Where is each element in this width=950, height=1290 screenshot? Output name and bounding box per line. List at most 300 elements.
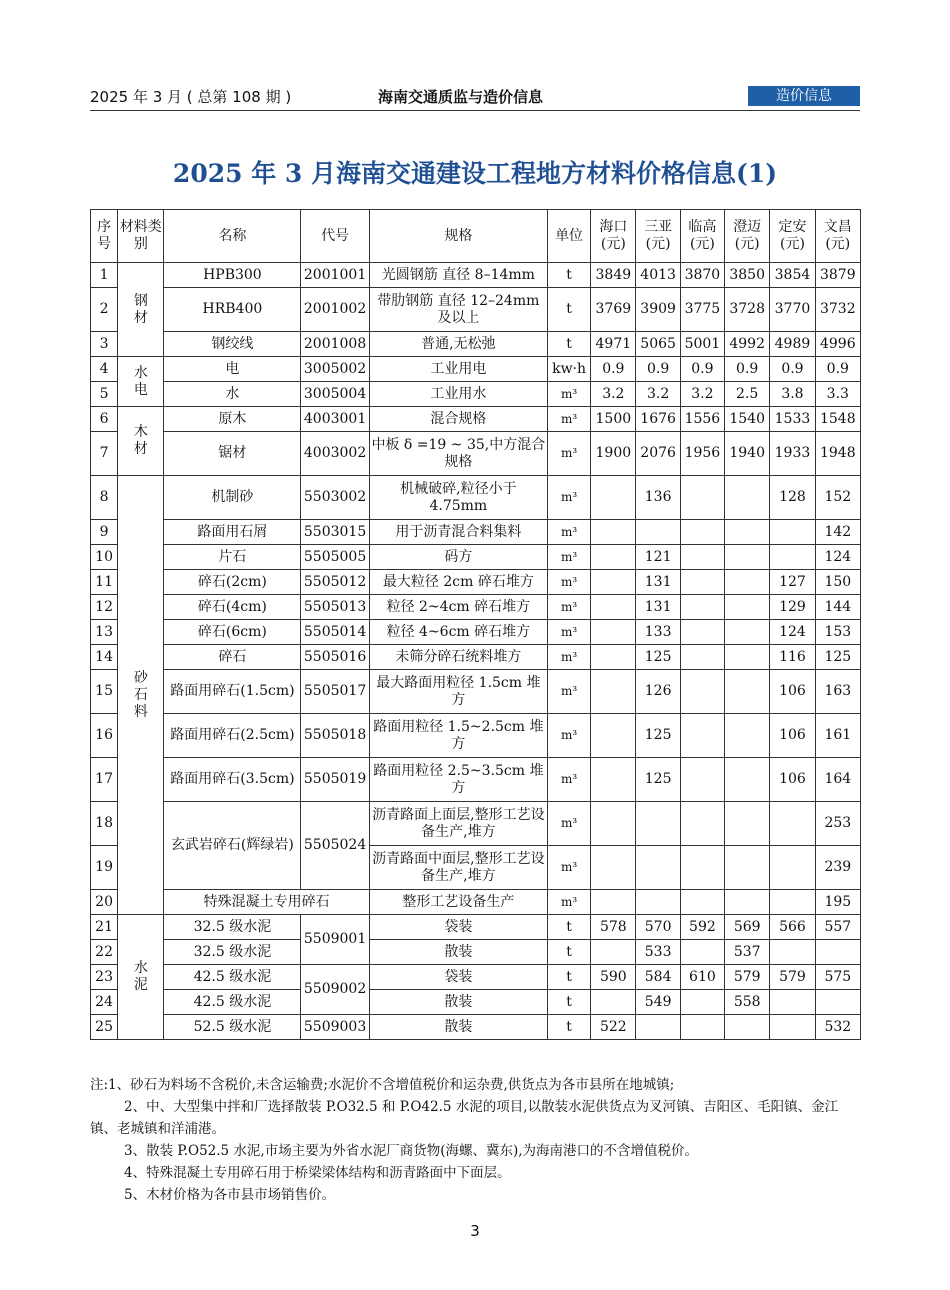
price-cell [591, 476, 636, 520]
price-cell: 4971 [591, 332, 636, 357]
material-code: 5505018 [301, 714, 369, 758]
material-unit: m³ [547, 570, 590, 595]
price-cell: 116 [770, 645, 815, 670]
page-number: 3 [470, 1222, 480, 1240]
material-spec: 路面用粒径 2.5~3.5cm 堆方 [369, 758, 547, 802]
footnote: 2、中、大型集中拌和厂选择散装 P.O32.5 和 P.O42.5 水泥的项目,以散装水泥供货点为叉河镇、吉阳区、毛阳镇、金江镇、老城镇和洋浦港。 [90, 1099, 839, 1137]
price-cell: 142 [815, 520, 860, 545]
price-cell: 584 [636, 965, 680, 990]
row-number: 2 [91, 288, 118, 332]
material-unit: t [547, 332, 590, 357]
material-name: 42.5 级水泥 [164, 990, 301, 1015]
price-cell [591, 545, 636, 570]
material-name: 32.5 级水泥 [164, 940, 301, 965]
price-cell: 3909 [636, 288, 680, 332]
price-cell: 195 [815, 890, 860, 915]
table-row [91, 570, 861, 595]
price-cell [680, 1015, 724, 1040]
material-unit: t [547, 915, 590, 940]
col-code: 代号 [301, 210, 369, 263]
price-table [90, 209, 861, 1040]
price-cell: 3770 [770, 288, 815, 332]
material-name: HRB400 [164, 288, 301, 332]
price-cell [770, 846, 815, 890]
material-spec: 最大粒径 2cm 碎石堆方 [369, 570, 547, 595]
price-cell: 1556 [680, 407, 724, 432]
material-name: 水 [164, 382, 301, 407]
material-code: 5505013 [301, 595, 369, 620]
price-cell: 558 [725, 990, 770, 1015]
price-cell [725, 846, 770, 890]
price-cell: 3850 [725, 263, 770, 288]
price-cell: 144 [815, 595, 860, 620]
table-row [91, 965, 861, 990]
price-cell: 4992 [725, 332, 770, 357]
price-cell: 579 [725, 965, 770, 990]
price-cell: 575 [815, 965, 860, 990]
price-cell: 533 [636, 940, 680, 965]
material-spec: 沥青路面中面层,整形工艺设备生产,堆方 [369, 846, 547, 890]
material-code: 5505017 [301, 670, 369, 714]
material-code: 5503015 [301, 520, 369, 545]
material-spec: 沥青路面上面层,整形工艺设备生产,堆方 [369, 802, 547, 846]
price-cell: 4996 [815, 332, 860, 357]
material-code: 4003002 [301, 432, 369, 476]
material-name: 玄武岩碎石(辉绿岩) [164, 802, 301, 890]
price-cell: 610 [680, 965, 724, 990]
table-row [91, 940, 861, 965]
material-code: 5505019 [301, 758, 369, 802]
price-cell: 592 [680, 915, 724, 940]
price-cell: 3879 [815, 263, 860, 288]
price-cell: 106 [770, 714, 815, 758]
table-row [91, 890, 861, 915]
row-number: 15 [91, 670, 118, 714]
price-cell: 537 [725, 940, 770, 965]
material-spec: 整形工艺设备生产 [369, 890, 547, 915]
col-city: 三亚(元) [636, 210, 680, 263]
table-row [91, 758, 861, 802]
price-cell: 1940 [725, 432, 770, 476]
price-cell [725, 520, 770, 545]
table-row [91, 670, 861, 714]
row-number: 7 [91, 432, 118, 476]
price-cell [680, 520, 724, 545]
price-cell: 532 [815, 1015, 860, 1040]
price-cell: 3854 [770, 263, 815, 288]
table-row [91, 915, 861, 940]
category-cell: 水泥 [118, 915, 164, 1040]
row-number: 12 [91, 595, 118, 620]
row-number: 13 [91, 620, 118, 645]
price-cell [725, 595, 770, 620]
material-name: 电 [164, 357, 301, 382]
price-cell [725, 670, 770, 714]
material-spec: 散装 [369, 990, 547, 1015]
price-cell: 1533 [770, 407, 815, 432]
col-city: 定安(元) [770, 210, 815, 263]
material-unit: m³ [547, 520, 590, 545]
price-cell: 121 [636, 545, 680, 570]
price-cell: 3870 [680, 263, 724, 288]
footnote: 3、散装 P.O52.5 水泥,市场主要为外省水泥厂商货物(海螺、冀东),为海南港口的不含增值税价。 [124, 1143, 699, 1159]
material-spec: 路面用粒径 1.5~2.5cm 堆方 [369, 714, 547, 758]
price-cell [725, 645, 770, 670]
table-row [91, 595, 861, 620]
price-cell: 3.2 [591, 382, 636, 407]
price-cell: 136 [636, 476, 680, 520]
price-cell [680, 846, 724, 890]
price-cell: 125 [636, 758, 680, 802]
price-cell: 131 [636, 570, 680, 595]
price-cell [725, 890, 770, 915]
price-cell: 569 [725, 915, 770, 940]
price-cell: 5001 [680, 332, 724, 357]
page-header [90, 86, 860, 108]
table-row [91, 714, 861, 758]
material-code: 5503002 [301, 476, 369, 520]
material-unit: t [547, 940, 590, 965]
footnote: 4、特殊混凝土专用碎石用于桥梁梁体结构和沥青路面中下面层。 [124, 1165, 511, 1181]
material-unit: kw·h [547, 357, 590, 382]
price-cell [815, 990, 860, 1015]
price-cell: 566 [770, 915, 815, 940]
material-name: 52.5 级水泥 [164, 1015, 301, 1040]
material-unit: m³ [547, 670, 590, 714]
price-cell: 3.2 [636, 382, 680, 407]
price-cell: 4013 [636, 263, 680, 288]
price-cell: 2.5 [725, 382, 770, 407]
price-cell: 549 [636, 990, 680, 1015]
material-name: 碎石 [164, 645, 301, 670]
price-cell: 3769 [591, 288, 636, 332]
material-spec: 粒径 2~4cm 碎石堆方 [369, 595, 547, 620]
col-seq: 序号 [91, 210, 118, 263]
price-cell: 163 [815, 670, 860, 714]
price-cell: 0.9 [770, 357, 815, 382]
price-cell [680, 476, 724, 520]
price-cell: 2076 [636, 432, 680, 476]
price-cell [591, 645, 636, 670]
price-cell: 106 [770, 670, 815, 714]
price-cell [680, 570, 724, 595]
material-unit: t [547, 965, 590, 990]
table-row [91, 520, 861, 545]
price-cell [680, 940, 724, 965]
price-cell [680, 990, 724, 1015]
price-cell [770, 1015, 815, 1040]
material-spec: 光圆钢筋 直径 8–14mm [369, 263, 547, 288]
material-unit: m³ [547, 407, 590, 432]
price-cell: 1500 [591, 407, 636, 432]
material-unit: m³ [547, 620, 590, 645]
material-spec: 混合规格 [369, 407, 547, 432]
price-cell: 124 [770, 620, 815, 645]
material-spec: 工业用电 [369, 357, 547, 382]
price-cell: 578 [591, 915, 636, 940]
price-cell [770, 940, 815, 965]
material-spec: 粒径 4~6cm 碎石堆方 [369, 620, 547, 645]
price-cell: 0.9 [591, 357, 636, 382]
col-city: 澄迈(元) [725, 210, 770, 263]
price-cell: 124 [815, 545, 860, 570]
price-cell: 1540 [725, 407, 770, 432]
price-cell: 1900 [591, 432, 636, 476]
material-spec: 袋装 [369, 915, 547, 940]
row-number: 18 [91, 802, 118, 846]
row-number: 16 [91, 714, 118, 758]
material-spec: 袋装 [369, 965, 547, 990]
material-unit: t [547, 288, 590, 332]
price-cell: 129 [770, 595, 815, 620]
table-row [91, 357, 861, 382]
price-cell [636, 802, 680, 846]
material-unit: m³ [547, 645, 590, 670]
price-cell [636, 1015, 680, 1040]
material-name: 碎石(6cm) [164, 620, 301, 645]
price-cell [725, 758, 770, 802]
row-number: 25 [91, 1015, 118, 1040]
price-cell: 3732 [815, 288, 860, 332]
price-cell [680, 620, 724, 645]
table-row [91, 476, 861, 520]
price-cell: 1933 [770, 432, 815, 476]
col-city: 临高(元) [680, 210, 724, 263]
material-code: 5505005 [301, 545, 369, 570]
material-name: 钢绞线 [164, 332, 301, 357]
material-spec: 散装 [369, 1015, 547, 1040]
material-code: 2001008 [301, 332, 369, 357]
row-number: 5 [91, 382, 118, 407]
price-cell [770, 545, 815, 570]
material-spec: 普通,无松弛 [369, 332, 547, 357]
material-code: 2001001 [301, 263, 369, 288]
price-cell: 3.2 [680, 382, 724, 407]
row-number: 6 [91, 407, 118, 432]
issue-label: 2025 年 3 月 ( 总第 108 期 ) [90, 88, 292, 106]
col-name: 名称 [164, 210, 301, 263]
price-cell [680, 714, 724, 758]
table-row [91, 432, 861, 476]
material-code: 4003001 [301, 407, 369, 432]
material-unit: m³ [547, 714, 590, 758]
price-cell [680, 890, 724, 915]
material-spec: 带肋钢筋 直径 12–24mm 及以上 [369, 288, 547, 332]
price-cell [591, 670, 636, 714]
price-cell [725, 802, 770, 846]
price-cell [591, 595, 636, 620]
category-cell: 砂石料 [118, 476, 164, 915]
price-cell [725, 620, 770, 645]
price-cell: 570 [636, 915, 680, 940]
material-spec: 机械破碎,粒径小于 4.75mm [369, 476, 547, 520]
price-cell: 126 [636, 670, 680, 714]
material-code: 5505012 [301, 570, 369, 595]
price-cell: 152 [815, 476, 860, 520]
col-spec: 规格 [369, 210, 547, 263]
price-cell [680, 670, 724, 714]
material-name: 碎石(2cm) [164, 570, 301, 595]
material-unit: m³ [547, 382, 590, 407]
material-unit: m³ [547, 432, 590, 476]
price-cell: 164 [815, 758, 860, 802]
price-cell [591, 620, 636, 645]
material-spec: 用于沥青混合料集料 [369, 520, 547, 545]
material-name: 32.5 级水泥 [164, 915, 301, 940]
table-row [91, 407, 861, 432]
category-cell: 木材 [118, 407, 164, 476]
material-unit: m³ [547, 890, 590, 915]
price-cell [725, 714, 770, 758]
material-code: 3005002 [301, 357, 369, 382]
row-number: 23 [91, 965, 118, 990]
material-name: 原木 [164, 407, 301, 432]
price-cell [636, 890, 680, 915]
price-cell [591, 520, 636, 545]
price-cell: 150 [815, 570, 860, 595]
material-unit: m³ [547, 758, 590, 802]
material-name: 特殊混凝土专用碎石 [164, 890, 369, 915]
price-cell [680, 802, 724, 846]
material-unit: m³ [547, 595, 590, 620]
price-cell [770, 890, 815, 915]
price-cell [591, 846, 636, 890]
section-badge: 造价信息 [748, 86, 860, 106]
material-code: 5509001 [301, 915, 369, 965]
row-number: 17 [91, 758, 118, 802]
footnote: 5、木材价格为各市县市场销售价。 [124, 1187, 336, 1203]
material-code: 3005004 [301, 382, 369, 407]
material-unit: t [547, 1015, 590, 1040]
price-cell: 3775 [680, 288, 724, 332]
price-cell: 0.9 [725, 357, 770, 382]
price-cell: 125 [636, 714, 680, 758]
material-code: 5505016 [301, 645, 369, 670]
table-row [91, 288, 861, 332]
col-city: 文昌(元) [815, 210, 860, 263]
table-row [91, 332, 861, 357]
price-cell [591, 570, 636, 595]
table-row [91, 620, 861, 645]
row-number: 19 [91, 846, 118, 890]
material-name: 路面用碎石(2.5cm) [164, 714, 301, 758]
table-row [91, 382, 861, 407]
price-cell: 106 [770, 758, 815, 802]
price-cell: 131 [636, 595, 680, 620]
price-cell [591, 802, 636, 846]
price-cell: 579 [770, 965, 815, 990]
price-cell: 125 [815, 645, 860, 670]
price-cell: 0.9 [815, 357, 860, 382]
row-number: 3 [91, 332, 118, 357]
row-number: 11 [91, 570, 118, 595]
price-cell: 4989 [770, 332, 815, 357]
table-header-row [91, 210, 861, 263]
price-cell: 128 [770, 476, 815, 520]
price-cell [591, 990, 636, 1015]
price-cell [770, 802, 815, 846]
price-cell: 1548 [815, 407, 860, 432]
price-cell [680, 758, 724, 802]
table-row [91, 1015, 861, 1040]
footnotes [90, 1074, 865, 1206]
material-spec: 散装 [369, 940, 547, 965]
material-unit: m³ [547, 545, 590, 570]
material-code: 2001002 [301, 288, 369, 332]
material-name: 锯材 [164, 432, 301, 476]
material-code: 5505024 [301, 802, 369, 890]
table-row [91, 802, 861, 846]
price-cell [591, 758, 636, 802]
material-spec: 未筛分碎石统料堆方 [369, 645, 547, 670]
row-number: 20 [91, 890, 118, 915]
material-unit: t [547, 990, 590, 1015]
material-name: 42.5 级水泥 [164, 965, 301, 990]
price-cell [591, 714, 636, 758]
price-cell: 0.9 [680, 357, 724, 382]
material-name: 路面用石屑 [164, 520, 301, 545]
material-code: 5509003 [301, 1015, 369, 1040]
price-cell: 161 [815, 714, 860, 758]
material-spec: 最大路面用粒径 1.5cm 堆方 [369, 670, 547, 714]
price-cell [680, 645, 724, 670]
page-title: 2025 年 3 月海南交通建设工程地方材料价格信息(1) [172, 159, 778, 188]
material-name: 机制砂 [164, 476, 301, 520]
price-cell [680, 545, 724, 570]
price-cell: 3849 [591, 263, 636, 288]
col-category: 材料类别 [118, 210, 164, 263]
price-cell [636, 520, 680, 545]
row-number: 22 [91, 940, 118, 965]
table-row [91, 263, 861, 288]
row-number: 8 [91, 476, 118, 520]
price-cell: 133 [636, 620, 680, 645]
price-cell [770, 520, 815, 545]
price-cell [636, 846, 680, 890]
price-cell: 3.8 [770, 382, 815, 407]
table-row [91, 645, 861, 670]
price-cell [725, 570, 770, 595]
material-unit: m³ [547, 802, 590, 846]
table-row [91, 990, 861, 1015]
price-cell: 1956 [680, 432, 724, 476]
price-cell [725, 545, 770, 570]
material-name: HPB300 [164, 263, 301, 288]
material-unit: t [547, 263, 590, 288]
material-spec: 码方 [369, 545, 547, 570]
footnote: 注:1、砂石为料场不含税价,未含运输费;水泥价不含增值税价和运杂费,供货点为各市县所在地城镇; [90, 1077, 675, 1093]
row-number: 24 [91, 990, 118, 1015]
category-cell: 水电 [118, 357, 164, 407]
price-cell: 1676 [636, 407, 680, 432]
category-cell: 钢材 [118, 263, 164, 357]
price-cell [680, 595, 724, 620]
price-cell: 3728 [725, 288, 770, 332]
price-cell: 1948 [815, 432, 860, 476]
material-unit: m³ [547, 476, 590, 520]
table-row [91, 545, 861, 570]
price-cell: 5065 [636, 332, 680, 357]
price-cell: 0.9 [636, 357, 680, 382]
material-name: 碎石(4cm) [164, 595, 301, 620]
price-cell [591, 890, 636, 915]
price-cell: 3.3 [815, 382, 860, 407]
price-cell: 153 [815, 620, 860, 645]
row-number: 21 [91, 915, 118, 940]
material-spec: 工业用水 [369, 382, 547, 407]
material-name: 路面用碎石(1.5cm) [164, 670, 301, 714]
col-unit: 单位 [547, 210, 590, 263]
